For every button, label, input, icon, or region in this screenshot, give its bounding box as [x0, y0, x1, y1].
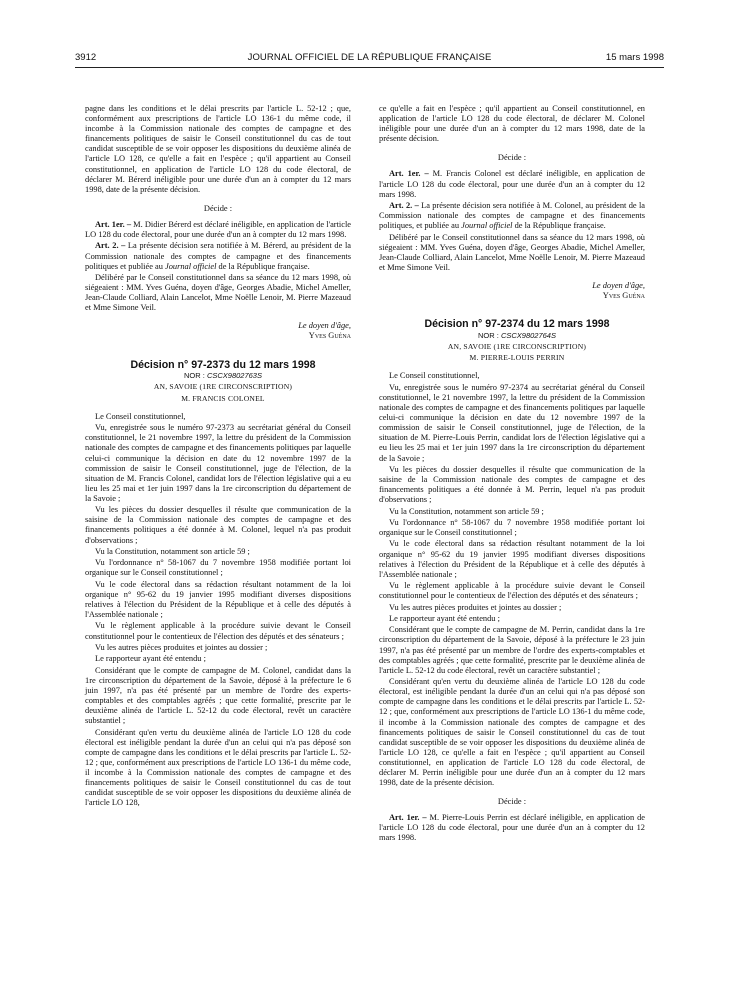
body-paragraph: Vu, enregistrée sous le numéro 97-2374 au secrétariat général du Conseil constitutionnel, le 21 novembre 1997, la lettre du président de la Commission nationale des comptes de campagne et des financements politiques par laquelle celui-ci communique la décision en date du 12 novembre 1997 de la commission de saisir le Conseil constitutionnel, juge de l'élection, de la situation de M. Pierre-Louis Perrin, candidat lors de l'élection législative qui a eu lieu les 25 mai et 1er juin 1997 dans la 1re circonscription du département de la Savoie ; — [379, 382, 645, 463]
body-paragraph: Vu les pièces du dossier desquelles il résulte que communication de la saisine de la Commission nationale des comptes de campagne et des financements politiques a été donnée à M. Perrin, lequel n'a pas produit d'observations ; — [379, 464, 645, 505]
nor-reference — [379, 331, 645, 341]
page-header — [75, 52, 664, 68]
article-label: Art. 1er. – — [389, 169, 429, 179]
signatory-role: Le doyen d'âge, — [298, 321, 351, 331]
body-paragraph: Vu les autres pièces produites et jointes au dossier ; — [389, 602, 562, 612]
deliberation: Délibéré par le Conseil constitutionnel dans sa séance du 12 mars 1998, où siégeaient : MM. Yves Guéna, doyen d'âge, Georges Abadie, Michel Ameller, Jean-Claude Colliard, Alain Lancelot, Mme Noëlle Lenoir, M. Pierre Mazeaud et Mme Simone Veil. — [379, 232, 645, 272]
signatory-role: Le doyen d'âge, — [592, 281, 645, 290]
decide-heading: Décide : — [497, 797, 527, 807]
article-text: La présente décision sera notifiée à M. Colonel, au président de la Commission nationale des comptes de campagne et des financements politiques, et publiée au — [379, 201, 645, 231]
nor-code: CSCX9802764S — [500, 330, 556, 340]
continued-paragraph: ce qu'elle a fait en l'espèce ; qu'il appartient au Conseil constitutionnel, en application de l'article LO 128 du code électoral, de déclarer M. Colonel inéligible pour une durée d'un an à compter du 12 mars 1998, date de la présente décision. — [379, 104, 645, 144]
decision-title: Décision n° 97-2374 du 12 mars 1998 — [424, 318, 610, 331]
article-text: de la République française. — [216, 261, 310, 271]
candidate-name: M. PIERRE-LOUIS PERRIN — [469, 353, 565, 363]
article-text: M. Pierre-Louis Perrin est déclaré inéligible, en application de l'article LO 128 du code électoral, pour une durée d'un an à compter du 12 mars 1998. — [379, 813, 645, 843]
candidate-name: M. FRANCIS COLONEL — [181, 393, 265, 403]
continued-paragraph: pagne dans les conditions et le délai prescrits par l'article L. 52-12 ; que, conformément aux prescriptions de l'article LO 136-1 du même code, il incombe à la Commission nationale des comptes de campagne et des financements politiques de saisir le Conseil constitutionnel du cas de tout candidat susceptible de se voir opposer les dispositions du deuxième alinéa de l'article LO 128, ce qu'elle a fait en l'espèce ; qu'il appartient au Conseil constitutionnel, en application de l'article LO 128 du code électoral, de déclarer M. Bérerd inéligible pour une durée d'un an à compter du 12 mars 1998, date de la présente décision. — [85, 104, 351, 194]
article-text: de la République française. — [512, 221, 606, 231]
article-1 — [85, 220, 351, 240]
body-paragraph: Le Conseil constitutionnel, — [389, 371, 480, 381]
body-paragraph: Vu les autres pièces produites et jointes au dossier ; — [95, 642, 268, 652]
constituency: AN, SAVOIE (1RE CIRCONSCRIPTION) — [447, 341, 587, 351]
left-column — [85, 104, 351, 810]
article-label: Art. 2. – — [389, 201, 419, 211]
body-paragraph: Vu le règlement applicable à la procédure suivie devant le Conseil constitutionnel pour le contentieux de l'élection des députés et des sénateurs ; — [85, 621, 351, 641]
article-label: Art. 1er. – — [389, 813, 427, 823]
body-paragraph: Vu les pièces du dossier desquelles il résulte que communication de la saisine de la Commission nationale des comptes de campagne et des financements politiques a été donnée à M. Colonel, lequel n'a pas produit d'observations ; — [85, 505, 351, 545]
decision-heading-block — [379, 319, 645, 363]
body-paragraph: Vu le règlement applicable à la procédure suivie devant le Conseil constitutionnel pour le contentieux de l'élection des députés et des sénateurs ; — [379, 581, 645, 601]
signatory-name: Yves Guéna — [308, 331, 351, 341]
article-1 — [379, 813, 645, 843]
article-1 — [379, 169, 645, 199]
constituency: AN, SAVOIE (1RE CIRCONSCRIPTION) — [153, 382, 293, 392]
deliberation: Délibéré par le Conseil constitutionnel dans sa séance du 12 mars 1998, où siégeaient : MM. Yves Guéna, doyen d'âge, Georges Abadie, Michel Ameller, Jean-Claude Colliard, Alain Lancelot, Mme Noëlle Lenoir, M. Pierre Mazeaud et Mme Simone Veil. — [85, 273, 351, 313]
decision-heading-block — [85, 360, 351, 404]
article-2 — [85, 241, 351, 271]
journal-title: JOURNAL OFFICIEL DE LA RÉPUBLIQUE FRANÇAISE — [247, 52, 492, 63]
decide-heading: Décide : — [203, 203, 233, 213]
body-paragraph: Vu l'ordonnance n° 58-1067 du 7 novembre 1958 modifiée portant loi organique sur le Conseil constitutionnel ; — [379, 517, 645, 538]
nor-label: NOR : — [184, 370, 207, 380]
nor-label: NOR : — [478, 330, 501, 340]
body-paragraph: Le rapporteur ayant été entendu ; — [389, 613, 500, 623]
signature — [379, 281, 645, 301]
article-2 — [379, 201, 645, 231]
body-paragraph: Vu la Constitution, notamment son article 59 ; — [95, 546, 250, 556]
article-label: Art. 2. – — [95, 241, 126, 251]
body-paragraph: Le rapporteur ayant été entendu ; — [95, 654, 206, 664]
article-text: M. Francis Colonel est déclaré inéligible, en application de l'article LO 128 du code électoral, pour une durée d'un an à compter du 12 mars 1998. — [379, 169, 646, 199]
decide-heading: Décide : — [497, 153, 527, 163]
body-paragraph: Vu le code électoral dans sa rédaction résultant notamment de la loi organique n° 95-62 du 19 janvier 1995 modifiant diverses dispositions relatives à l'élection du Président de la République et à celle des députés à l'Assemblée nationale ; — [85, 579, 351, 620]
header-rule — [75, 67, 664, 68]
body-paragraph: Considérant qu'en vertu du deuxième alinéa de l'article LO 128 du code électoral est inéligible pendant la durée d'un an celui qui n'a pas déposé son compte de campagne dans les conditions et le délai prescrits par l'article L. 52-12 ; que, conformément aux prescriptions de l'article LO 136-1 du même code, il incombe à la Commission nationale des comptes de campagne et des financements politiques de saisir le Conseil constitutionnel du cas de tout candidat susceptible de se voir opposer les dispositions du deuxième alinéa de l'article LO 128, — [85, 727, 351, 808]
body-paragraph: Vu l'ordonnance n° 58-1067 du 7 novembre 1958 modifiée portant loi organique sur le Conseil constitutionnel ; — [85, 558, 351, 578]
issue-date: 15 mars 1998 — [605, 52, 664, 63]
signature — [85, 321, 351, 341]
body-paragraph: Le Conseil constitutionnel, — [95, 411, 186, 421]
journal-reference: Journal officiel — [165, 261, 217, 271]
page-number: 3912 — [75, 52, 97, 63]
nor-code: CSCX9802763S — [206, 370, 262, 380]
journal-reference: Journal officiel — [461, 221, 513, 231]
body-paragraph: Vu le code électoral dans sa rédaction résultant notamment de la loi organique n° 95-62 du 19 janvier 1995 modifiant diverses dispositions relatives à l'élection du Président de la République et à celle des députés à l'Assemblée nationale ; — [379, 539, 645, 579]
body-paragraph: Considérant que le compte de campagne de M. Colonel, candidat dans la 1re circonscription du département de la Savoie, déposé à la préfecture le 6 juin 1997, n'a pas été présenté par un membre de l'ordre des experts-comptables et des comptables agréés ; que cette formalité, prescrite par le deuxième alinéa de l'article L. 52-12 du code électoral, revêt un caractère substantiel ; — [85, 665, 351, 726]
right-column — [379, 104, 645, 845]
article-label: Art. 1er. – — [95, 219, 132, 229]
nor-reference — [85, 371, 351, 381]
article-text: La présente décision sera notifiée à M. Bérerd, au président de la Commission nationale des comptes de campagne et des financements politiques et publiée au — [85, 241, 351, 271]
signatory-name: Yves Guéna — [602, 291, 645, 301]
body-paragraph: Vu la Constitution, notamment son article 59 ; — [389, 506, 544, 516]
body-paragraph: Vu, enregistrée sous le numéro 97-2373 au secrétariat général du Conseil constitutionnel, le 21 novembre 1997, la lettre du président de la Commission nationale des comptes de campagne et des financements politiques par laquelle celui-ci communique la décision en date du 12 novembre 1997 de la commission de saisir le Conseil constitutionnel, juge de l'élection, de la situation de M. Francis Colonel, candidat lors de l'élection législative qui a eu lieu les 25 mai et 1er juin 1997 dans la 1re circonscription du département de la Savoie ; — [85, 423, 351, 503]
decision-title: Décision n° 97-2373 du 12 mars 1998 — [130, 358, 316, 371]
body-paragraph: Considérant que le compte de campagne de M. Perrin, candidat dans la 1re circonscription du département de la Savoie, déposé à la préfecture le 23 juin 1997, n'a pas été présenté par un membre de l'ordre des experts-comptables et des comptables agréés ; que cette formalité, prescrite par le deuxième alinéa de l'article L. 52-12 du code électoral, revêt un caractère substantiel ; — [379, 625, 645, 675]
article-text: M. Didier Bérerd est déclaré inéligible, en application de l'article LO 128 du code électoral, pour une durée d'un an à compter du 12 mars 1998. — [85, 219, 352, 240]
body-paragraph: Considérant qu'en vertu du deuxième alinéa de l'article LO 128 du code électoral, est inéligible pendant la durée d'un an celui qui n'a pas déposé son compte de campagne dans les conditions et le délai prescrits par l'article L. 52-12 ; que, conformément aux prescriptions de l'article LO 136-1 du même code, il incombe à la Commission nationale des comptes de campagne et des financements politiques de saisir le Conseil constitutionnel du cas de tout candidat susceptible de se voir opposer les dispositions du deuxième alinéa de l'article LO 128, ce qu'elle a fait en l'espèce ; qu'il appartient au Conseil constitutionnel, en application de l'article LO 128 du code électoral, de déclarer M. Perrin inéligible pour une durée d'un an à compter du 12 mars 1998, date de la présente décision. — [379, 677, 645, 788]
